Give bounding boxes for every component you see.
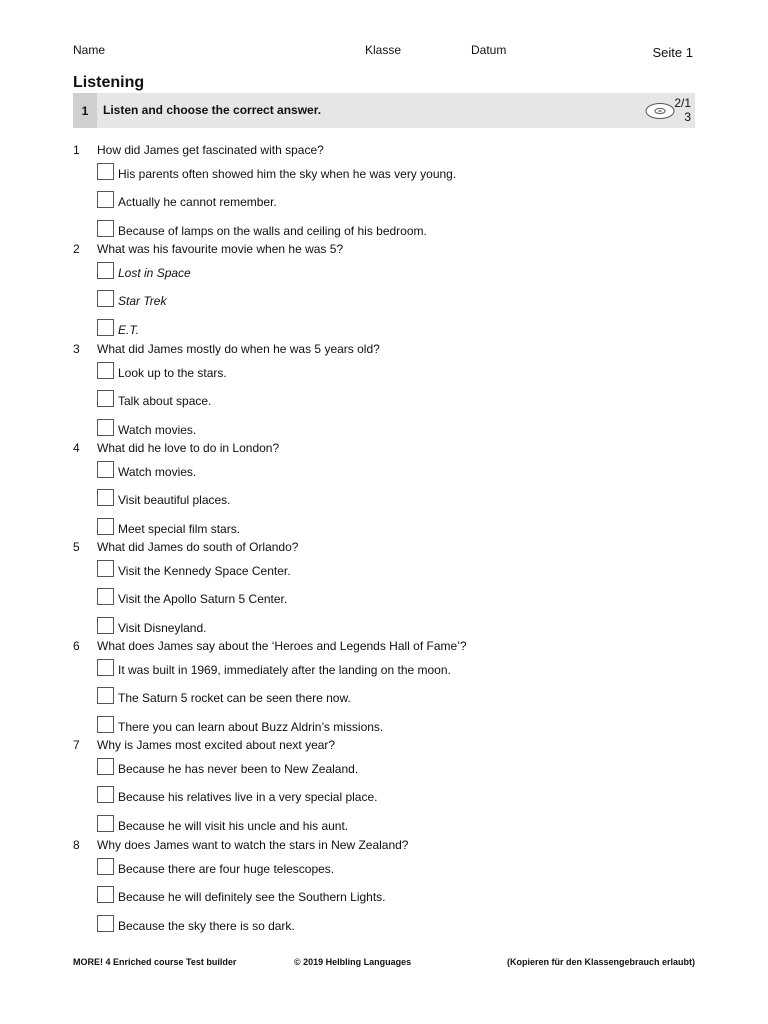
cd-icon — [645, 102, 675, 125]
answer-option-text: There you can learn about Buzz Aldrin’s missions. — [118, 720, 384, 734]
answer-checkbox[interactable] — [97, 163, 114, 180]
track-number-line2: 3 — [684, 110, 691, 124]
header-datum-label: Datum — [471, 43, 507, 57]
question-number: 5 — [73, 540, 80, 554]
answer-option-text: Visit Disneyland. — [118, 621, 207, 635]
answer-checkbox[interactable] — [97, 419, 114, 436]
answer-option-text: Actually he cannot remember. — [118, 195, 277, 209]
answer-checkbox[interactable] — [97, 687, 114, 704]
question-number: 1 — [73, 143, 80, 157]
question-text: What does James say about the ‘Heroes and Legends Hall of Fame’? — [97, 639, 467, 653]
answer-checkbox[interactable] — [97, 220, 114, 237]
answer-option-text: Because he has never been to New Zealand. — [118, 762, 359, 776]
answer-checkbox[interactable] — [97, 461, 114, 478]
answer-option-text: Star Trek — [118, 294, 167, 308]
answer-checkbox[interactable] — [97, 390, 114, 407]
answer-option-text: Visit the Kennedy Space Center. — [118, 564, 291, 578]
page-number: Seite 1 — [652, 45, 693, 60]
answer-checkbox[interactable] — [97, 362, 114, 379]
answer-option-text: Lost in Space — [118, 266, 191, 280]
answer-checkbox[interactable] — [97, 319, 114, 336]
question-number: 6 — [73, 639, 80, 653]
header-name-label: Name — [73, 43, 106, 57]
footer-right: (Kopieren für den Klassengebrauch erlaubt) — [506, 957, 695, 967]
answer-checkbox[interactable] — [97, 858, 114, 875]
question-text: How did James get fascinated with space? — [97, 143, 324, 157]
answer-option-text: Because his relatives live in a very special place. — [118, 790, 378, 804]
answer-option-text: Because he will visit his uncle and his aunt. — [118, 819, 349, 833]
answer-option-text: Because he will definitely see the Southern Lights. — [118, 890, 386, 904]
answer-option-text: Visit beautiful places. — [118, 493, 231, 507]
answer-checkbox[interactable] — [97, 915, 114, 932]
answer-option-text: Watch movies. — [118, 423, 197, 437]
answer-checkbox[interactable] — [97, 290, 114, 307]
section-title: Listening — [73, 74, 145, 91]
answer-option-text: E.T. — [118, 323, 139, 337]
answer-checkbox[interactable] — [97, 518, 114, 535]
question-text: What did James do south of Orlando? — [97, 540, 299, 554]
answer-checkbox[interactable] — [97, 262, 114, 279]
question-text: What was his favourite movie when he was 5? — [97, 242, 344, 256]
answer-option-text: The Saturn 5 rocket can be seen there now. — [118, 691, 351, 705]
answer-option-text: Watch movies. — [118, 465, 197, 479]
exercise-instruction: Listen and choose the correct answer. — [103, 103, 322, 117]
question-number: 8 — [73, 838, 80, 852]
answer-option-text: Meet special film stars. — [118, 522, 241, 536]
question-text: Why is James most excited about next year? — [97, 738, 336, 752]
exercise-number: 1 — [73, 93, 97, 128]
answer-option-text: Because the sky there is so dark. — [118, 919, 295, 933]
answer-checkbox[interactable] — [97, 588, 114, 605]
answer-option-text: Because of lamps on the walls and ceiling of his bedroom. — [118, 224, 427, 238]
question-number: 3 — [73, 342, 80, 356]
track-number-line1: 2/1 — [674, 96, 691, 110]
answer-checkbox[interactable] — [97, 815, 114, 832]
question-text: Why does James want to watch the stars in New Zealand? — [97, 838, 409, 852]
answer-option-text: Because there are four huge telescopes. — [118, 862, 335, 876]
track-number — [674, 96, 691, 124]
question-text: What did James mostly do when he was 5 years old? — [97, 342, 380, 356]
answer-checkbox[interactable] — [97, 758, 114, 775]
answer-checkbox[interactable] — [97, 886, 114, 903]
answer-option-text: His parents often showed him the sky when he was very young. — [118, 167, 457, 181]
question-number: 2 — [73, 242, 80, 256]
answer-checkbox[interactable] — [97, 716, 114, 733]
question-number: 7 — [73, 738, 80, 752]
answer-checkbox[interactable] — [97, 659, 114, 676]
question-number: 4 — [73, 441, 80, 455]
question-text: What did he love to do in London? — [97, 441, 280, 455]
answer-checkbox[interactable] — [97, 489, 114, 506]
answer-checkbox[interactable] — [97, 191, 114, 208]
answer-option-text: It was built in 1969, immediately after the landing on the moon. — [118, 663, 451, 677]
answer-checkbox[interactable] — [97, 560, 114, 577]
answer-option-text: Talk about space. — [118, 394, 212, 408]
header-klasse-label: Klasse — [365, 43, 402, 57]
answer-checkbox[interactable] — [97, 786, 114, 803]
answer-checkbox[interactable] — [97, 617, 114, 634]
footer-center: © 2019 Helbling Languages — [294, 957, 412, 967]
footer-left: MORE! 4 Enriched course Test builder — [73, 957, 237, 967]
answer-option-text: Visit the Apollo Saturn 5 Center. — [118, 592, 288, 606]
exercise-banner — [73, 93, 695, 128]
answer-option-text: Look up to the stars. — [118, 366, 227, 380]
